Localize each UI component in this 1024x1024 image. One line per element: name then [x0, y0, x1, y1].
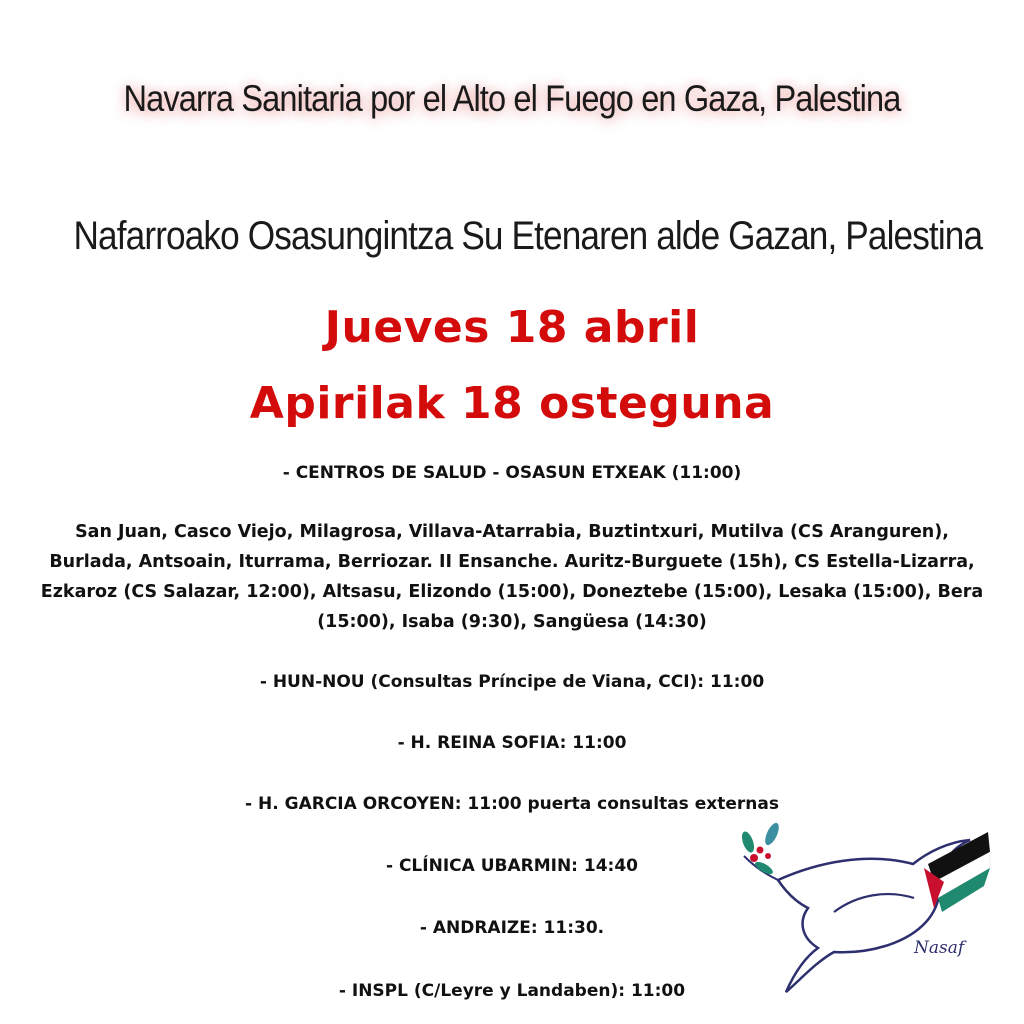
title-basque: Nafarroako Osasungintza Su Etenaren alde Gazan, Palestina	[73, 214, 983, 258]
garcia-orcoyen-item: - H. GARCIA ORCOYEN: 11:00 puerta consultas externas	[245, 794, 779, 814]
reina-sofia-item: - H. REINA SOFIA: 11:00	[397, 733, 627, 753]
centros-heading: - CENTROS DE SALUD - OSASUN ETXEAK (11:00)	[282, 463, 742, 483]
dove-illustration	[738, 812, 1008, 1002]
date-basque: Apirilak 18 osteguna	[249, 378, 775, 429]
andraize-item: - ANDRAIZE: 11:30.	[419, 918, 605, 938]
date-spanish: Jueves 18 abril	[324, 302, 700, 353]
dove-icon	[738, 812, 1008, 1002]
artist-signature: Nasaf	[914, 938, 965, 958]
ubarmin-item: - CLÍNICA UBARMIN: 14:40	[385, 856, 639, 876]
centros-list: San Juan, Casco Viejo, Milagrosa, Villava-Atarrabia, Buztintxuri, Mutilva (CS Aranguren), Burlada, Antsoain, Iturrama, Berriozar. II Ensanche. Auritz-Burguete (15h), CS Estella-Lizarra, Ezkaroz (CS Salazar, 12:00), Altsasu, Elizondo (15:00), Doneztebe (15:00), Lesaka (15:00), Bera (15:00), Isaba (9:30), Sangüesa (14:30)	[40, 522, 984, 632]
title-spanish: Navarra Sanitaria por el Alto el Fuego en Gaza, Palestina	[123, 78, 901, 119]
inspl-item: - INSPL (C/Leyre y Landaben): 11:00	[338, 981, 686, 1001]
hun-nou-item: - HUN-NOU (Consultas Príncipe de Viana, CCI): 11:00	[259, 672, 765, 692]
